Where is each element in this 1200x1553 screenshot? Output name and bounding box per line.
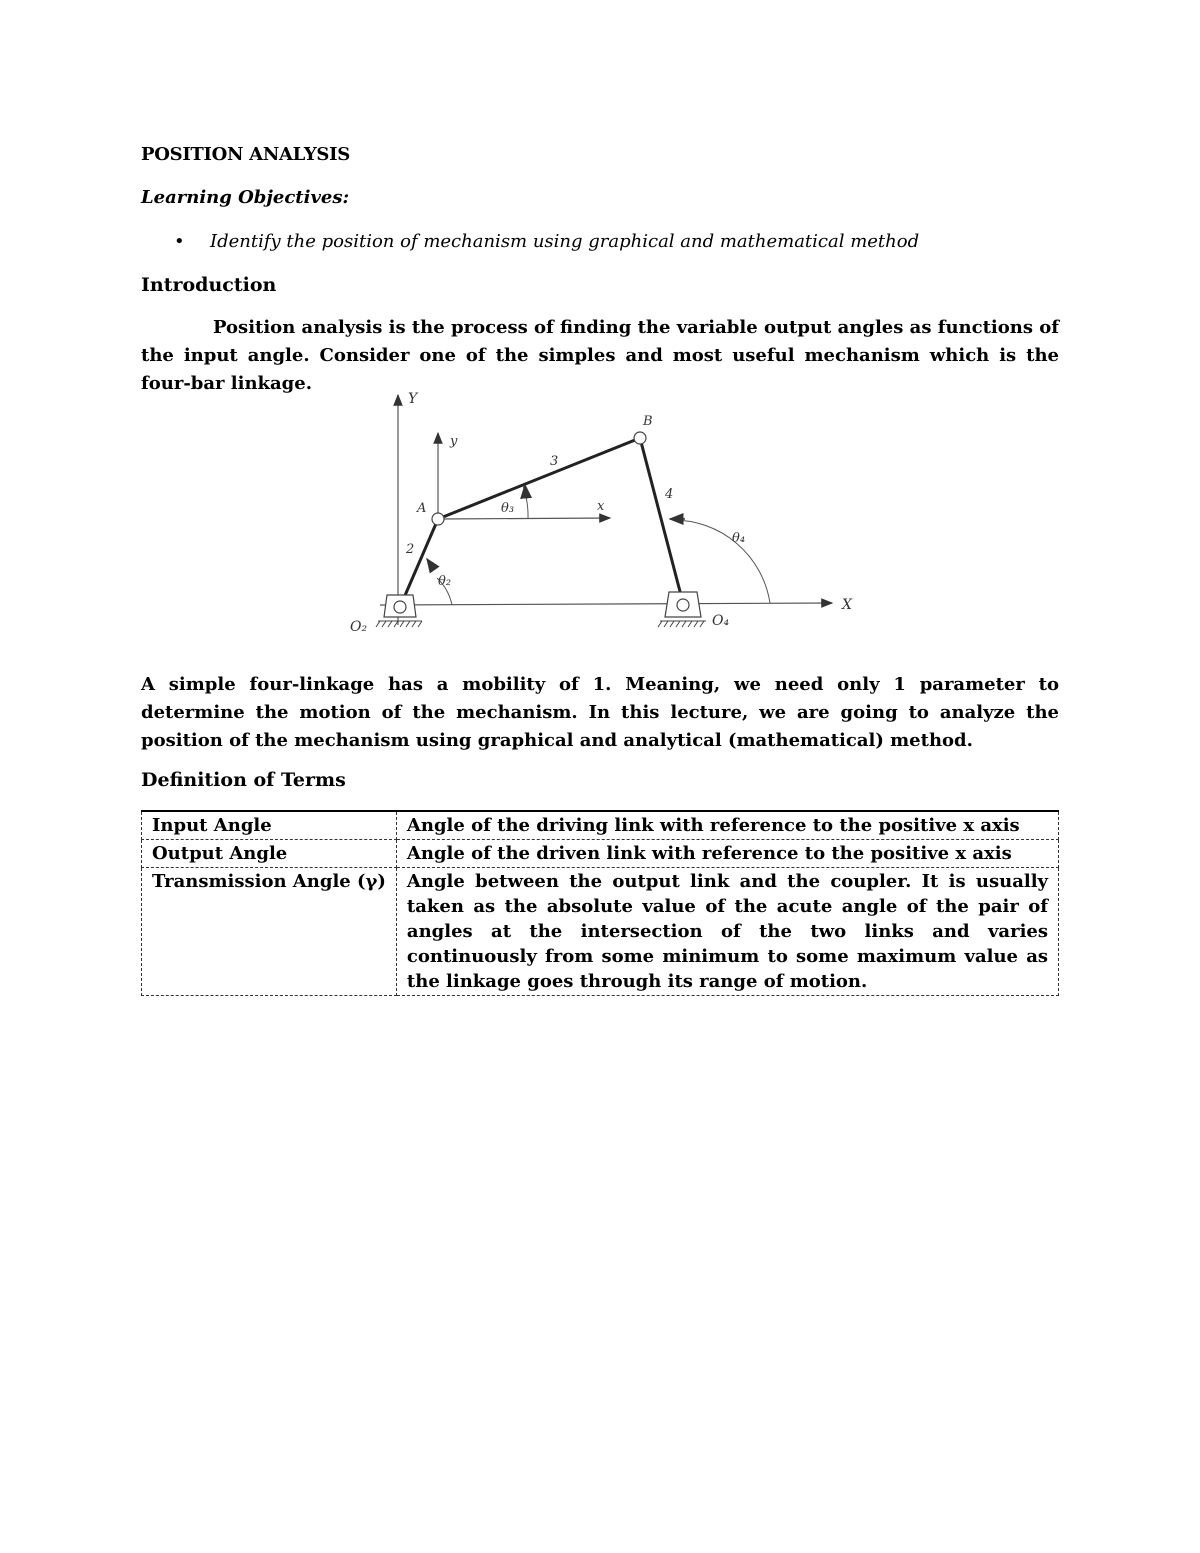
label-link-2: 2 — [406, 542, 415, 557]
label-theta2: θ₂ — [438, 574, 452, 589]
theta2-arrow — [427, 559, 434, 569]
definition-cell: Angle of the driven link with reference to the positive x axis — [396, 840, 1058, 868]
joint-a — [432, 513, 444, 525]
label-theta3: θ₃ — [501, 501, 515, 516]
label-theta4: θ₄ — [732, 531, 746, 546]
definition-cell: Angle of the driving link with reference to the positive x axis — [396, 811, 1058, 840]
theta4-arc — [672, 520, 770, 603]
table-row — [142, 840, 1059, 868]
four-bar-linkage-figure — [340, 385, 870, 655]
definitions-table — [141, 810, 1059, 996]
link-2 — [400, 519, 438, 607]
joint-b — [634, 432, 646, 444]
link-3 — [438, 438, 640, 519]
definition-of-terms-heading: Definition of Terms — [141, 769, 346, 791]
label-local-y: y — [450, 434, 458, 449]
term-cell: Input Angle — [142, 811, 397, 840]
definition-cell: Angle between the output link and the coupler. It is usually taken as the absolute value of the acute angle of the pair of angles at the intersection of the two links and varies continuously from some minimum to some maximum value as the linkage goes through its range of motion. — [396, 868, 1058, 996]
bullet-icon: • — [174, 231, 185, 252]
global-x-axis — [380, 603, 832, 605]
learning-objectives-heading: Learning Objectives: — [141, 187, 350, 208]
table-row — [142, 811, 1059, 840]
ground-pivot-o4 — [658, 592, 706, 627]
page-title: POSITION ANALYSIS — [141, 144, 350, 165]
label-global-x: X — [842, 597, 852, 613]
ground-pivot-o2 — [376, 595, 422, 627]
label-link-4: 4 — [665, 487, 674, 502]
label-o4: O₄ — [712, 613, 730, 629]
introduction-paragraph: Position analysis is the process of finding the variable output angles as functions of the input angle. Consider one of the simples and most useful mechanism which is the four-bar linkage. — [141, 317, 1059, 394]
label-local-x: x — [597, 499, 605, 514]
introduction-heading: Introduction — [141, 274, 277, 296]
label-link-3: 3 — [550, 454, 559, 469]
mobility-paragraph: A simple four-linkage has a mobility of 1. Meaning, we need only 1 parameter to determine the motion of the mechanism. In this lecture, we are going to analyze the position of the mechanism using graphical and analytical (mathematical) method. — [141, 674, 1059, 751]
term-cell: Output Angle — [142, 840, 397, 868]
label-joint-b: B — [643, 414, 653, 429]
objective-text: Identify the position of mechanism using graphical and mathematical method — [210, 231, 920, 252]
label-joint-a: A — [417, 501, 427, 516]
objective-list-item — [174, 231, 919, 252]
label-o2: O₂ — [350, 619, 368, 635]
label-global-y: Y — [408, 391, 418, 407]
local-x-axis — [438, 518, 610, 519]
term-cell: Transmission Angle (γ) — [142, 868, 397, 996]
theta3-arrow — [525, 485, 526, 497]
table-row — [142, 868, 1059, 996]
